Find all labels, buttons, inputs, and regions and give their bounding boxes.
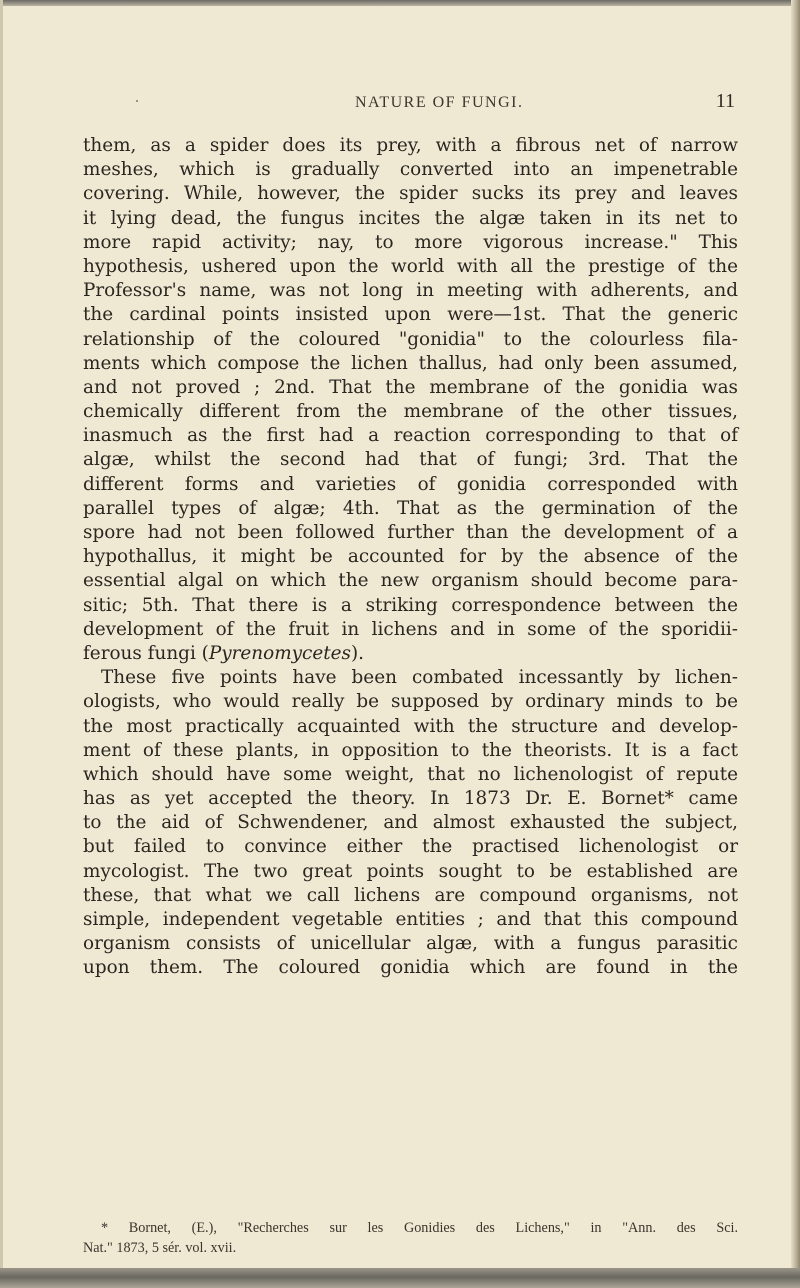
text-line: ments which compose the lichen thallus, had only been assumed, <box>83 352 738 374</box>
text-line: covering. While, however, the spider sucks its prey and leaves <box>83 183 738 205</box>
text-line: the most practically acquainted with the structure and develop- <box>83 715 738 737</box>
page-number: 11 <box>715 90 735 112</box>
page-bottom-edge <box>0 1268 800 1288</box>
footnote <box>83 1218 738 1258</box>
text-line: inasmuch as the first had a reaction corresponding to that of <box>83 425 738 447</box>
text-line: chemically different from the membrane of the other tissues, <box>83 401 738 423</box>
footnote-line: Nat." 1873, 5 sér. vol. xvii. <box>83 1240 237 1256</box>
text-line: sitic; 5th. That there is a striking correspondence between the <box>83 594 738 616</box>
text-line: development of the fruit in lichens and in some of the sporidii- <box>83 618 738 640</box>
text-line: more rapid activity; nay, to more vigorous increase." This <box>83 231 738 253</box>
text-line: organism consists of unicellular algæ, with a fungus parasitic <box>83 933 738 955</box>
text-line: algæ, whilst the second had that of fungi; 3rd. That the <box>83 449 738 471</box>
text-line: ment of these plants, in opposition to the theorists. It is a fact <box>83 739 738 761</box>
text-line: simple, independent vegetable entities ; and that this compound <box>83 909 738 930</box>
text-line: it lying dead, the fungus incites the algæ taken in its net to <box>83 207 738 229</box>
text-line: hypothesis, ushered upon the world with all the prestige of the <box>83 255 738 277</box>
text-line: These five points have been combated incessantly by lichen- <box>101 667 738 689</box>
footnote-line: * Bornet, (E.), "Recherches sur les Gonidies des Lichens," in "Ann. des Sci. <box>101 1220 738 1236</box>
text-line: relationship of the coloured "gonidia" to the colourless fila- <box>83 328 738 350</box>
text-line: ferous fungi (Pyrenomycetes). <box>83 642 364 664</box>
page-right-edge <box>791 0 800 1288</box>
text-line: ologists, who would really be supposed by ordinary minds to be <box>83 691 738 713</box>
text-line: which should have some weight, that no lichenologist of repute <box>83 763 738 785</box>
text-line: and not proved ; 2nd. That the membrane of the gonidia was <box>83 376 738 398</box>
text-line: hypothallus, it might be accounted for by the absence of the <box>83 546 738 568</box>
text-line: but failed to convince either the practised lichenologist or <box>83 836 738 858</box>
page-header <box>355 88 735 118</box>
page-left-edge <box>0 0 3 1288</box>
text-line: the cardinal points insisted upon were—1st. That the generic <box>83 304 738 326</box>
text-line: mycologist. The two great points sought to be established are <box>83 860 738 882</box>
text-line: spore had not been followed further than the development of a <box>83 522 738 543</box>
text-line: has as yet accepted the theory. In 1873 Dr. E. Bornet* came <box>83 788 738 810</box>
body-text <box>83 134 738 981</box>
text-line: meshes, which is gradually converted into an impenetrable <box>83 159 738 181</box>
text-line: Professor's name, was not long in meeting with adherents, and <box>83 280 738 302</box>
text-line: to the aid of Schwendener, and almost exhausted the subject, <box>83 812 738 834</box>
page-top-edge <box>0 0 800 6</box>
italic-term: Pyrenomycetes <box>208 642 351 664</box>
text-line: them, as a spider does its prey, with a fibrous net of narrow <box>83 135 738 156</box>
text-line: essential algal on which the new organism should become para- <box>83 570 738 592</box>
running-head: NATURE OF FUNGI. <box>355 94 524 111</box>
text-line: parallel types of algæ; 4th. That as the germination of the <box>83 497 738 519</box>
text-line: these, that what we call lichens are compound organisms, not <box>83 884 738 906</box>
ink-speck <box>136 100 138 102</box>
text-line: upon them. The coloured gonidia which are found in the <box>83 957 738 979</box>
text-line: different forms and varieties of gonidia corresponded with <box>83 473 738 495</box>
